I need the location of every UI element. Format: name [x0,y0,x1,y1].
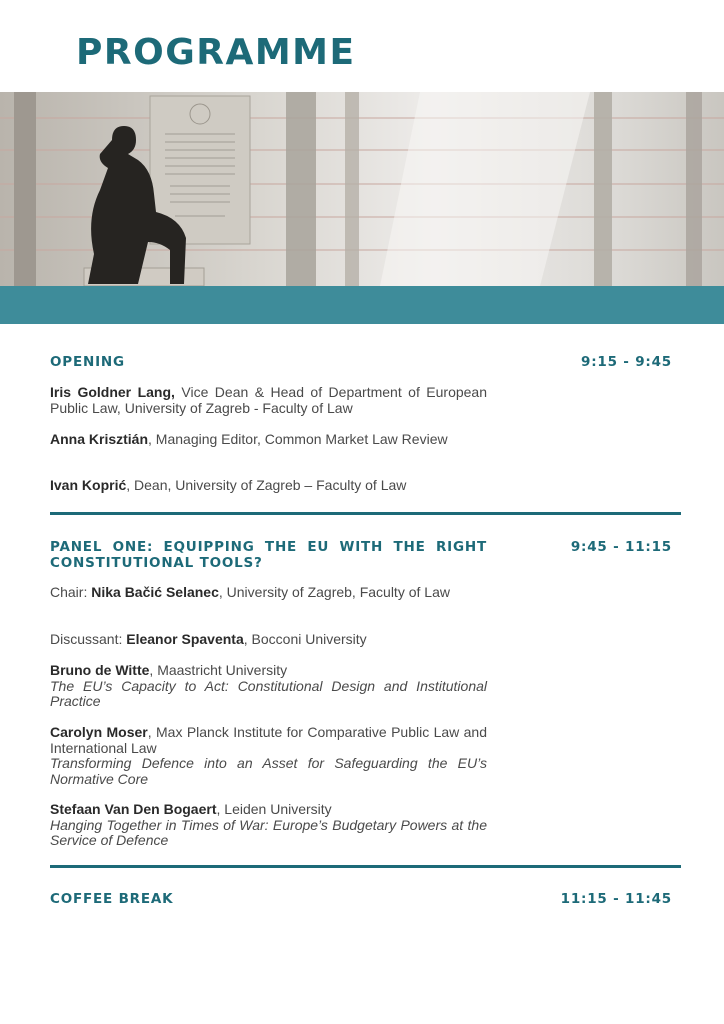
talk-title: The EU’s Capacity to Act: Constitutional Design and Institutional Practice [50,677,487,709]
speaker-entry [50,385,487,416]
speaker-affiliation: , Max Planck Institute for Comparative Public Law and International Law [50,724,487,756]
section-divider [50,512,681,515]
chair-name: Nika Bačić Selanec [91,584,219,600]
speaker-role: , Dean, University of Zagreb – Faculty of Law [126,477,407,493]
chair-affiliation: , University of Zagreb, Faculty of Law [218,584,450,600]
speaker-name: Iris Goldner Lang, [50,384,175,400]
opening-heading: OPENING [50,354,125,370]
speaker-role: Vice Dean & Head of Department of European Public Law, University of Zagreb - Faculty of Law [50,384,487,416]
discussant-name: Eleanor Spaventa [126,631,244,647]
talk-entry [50,725,487,787]
talk-entry [50,802,487,849]
discussant-affiliation: , Bocconi University [243,631,367,647]
discussant-entry [50,632,487,648]
speaker-name: Stefaan Van Den Bogaert [50,801,217,817]
speaker-role: , Managing Editor, Common Market Law Review [148,431,448,447]
speaker-name: Bruno de Witte [50,662,150,678]
speaker-affiliation: , Maastricht University [149,662,288,678]
talk-entry [50,663,487,710]
coffee-break-heading: COFFEE BREAK [50,891,174,907]
speaker-name: Ivan Koprić [50,477,127,493]
panel-one-heading: PANEL ONE: EQUIPPING THE EU WITH THE RIGHT CONSTITUTIONAL TOOLS? [50,539,487,571]
talk-title: Hanging Together in Times of War: Europe’s Budgetary Powers at the Service of Defence [50,816,487,848]
accent-band [0,286,724,324]
speaker-name: Anna Krisztián [50,431,149,447]
opening-time: 9:15 - 9:45 [581,354,672,370]
talk-title: Transforming Defence into an Asset for Safeguarding the EU’s Normative Core [50,755,487,787]
page-title: PROGRAMME [76,32,356,73]
chair-entry [50,585,487,601]
coffee-break-time: 11:15 - 11:45 [560,891,672,907]
section-divider [50,865,681,868]
speaker-affiliation: , Leiden University [216,801,332,817]
chair-label: Chair: [50,584,92,600]
speaker-entry [50,478,487,494]
header-photo [0,92,724,286]
panel-one-time: 9:45 - 11:15 [570,539,672,555]
speaker-name: Carolyn Moser [50,724,148,740]
discussant-label: Discussant: [50,631,127,647]
speaker-entry [50,432,487,448]
